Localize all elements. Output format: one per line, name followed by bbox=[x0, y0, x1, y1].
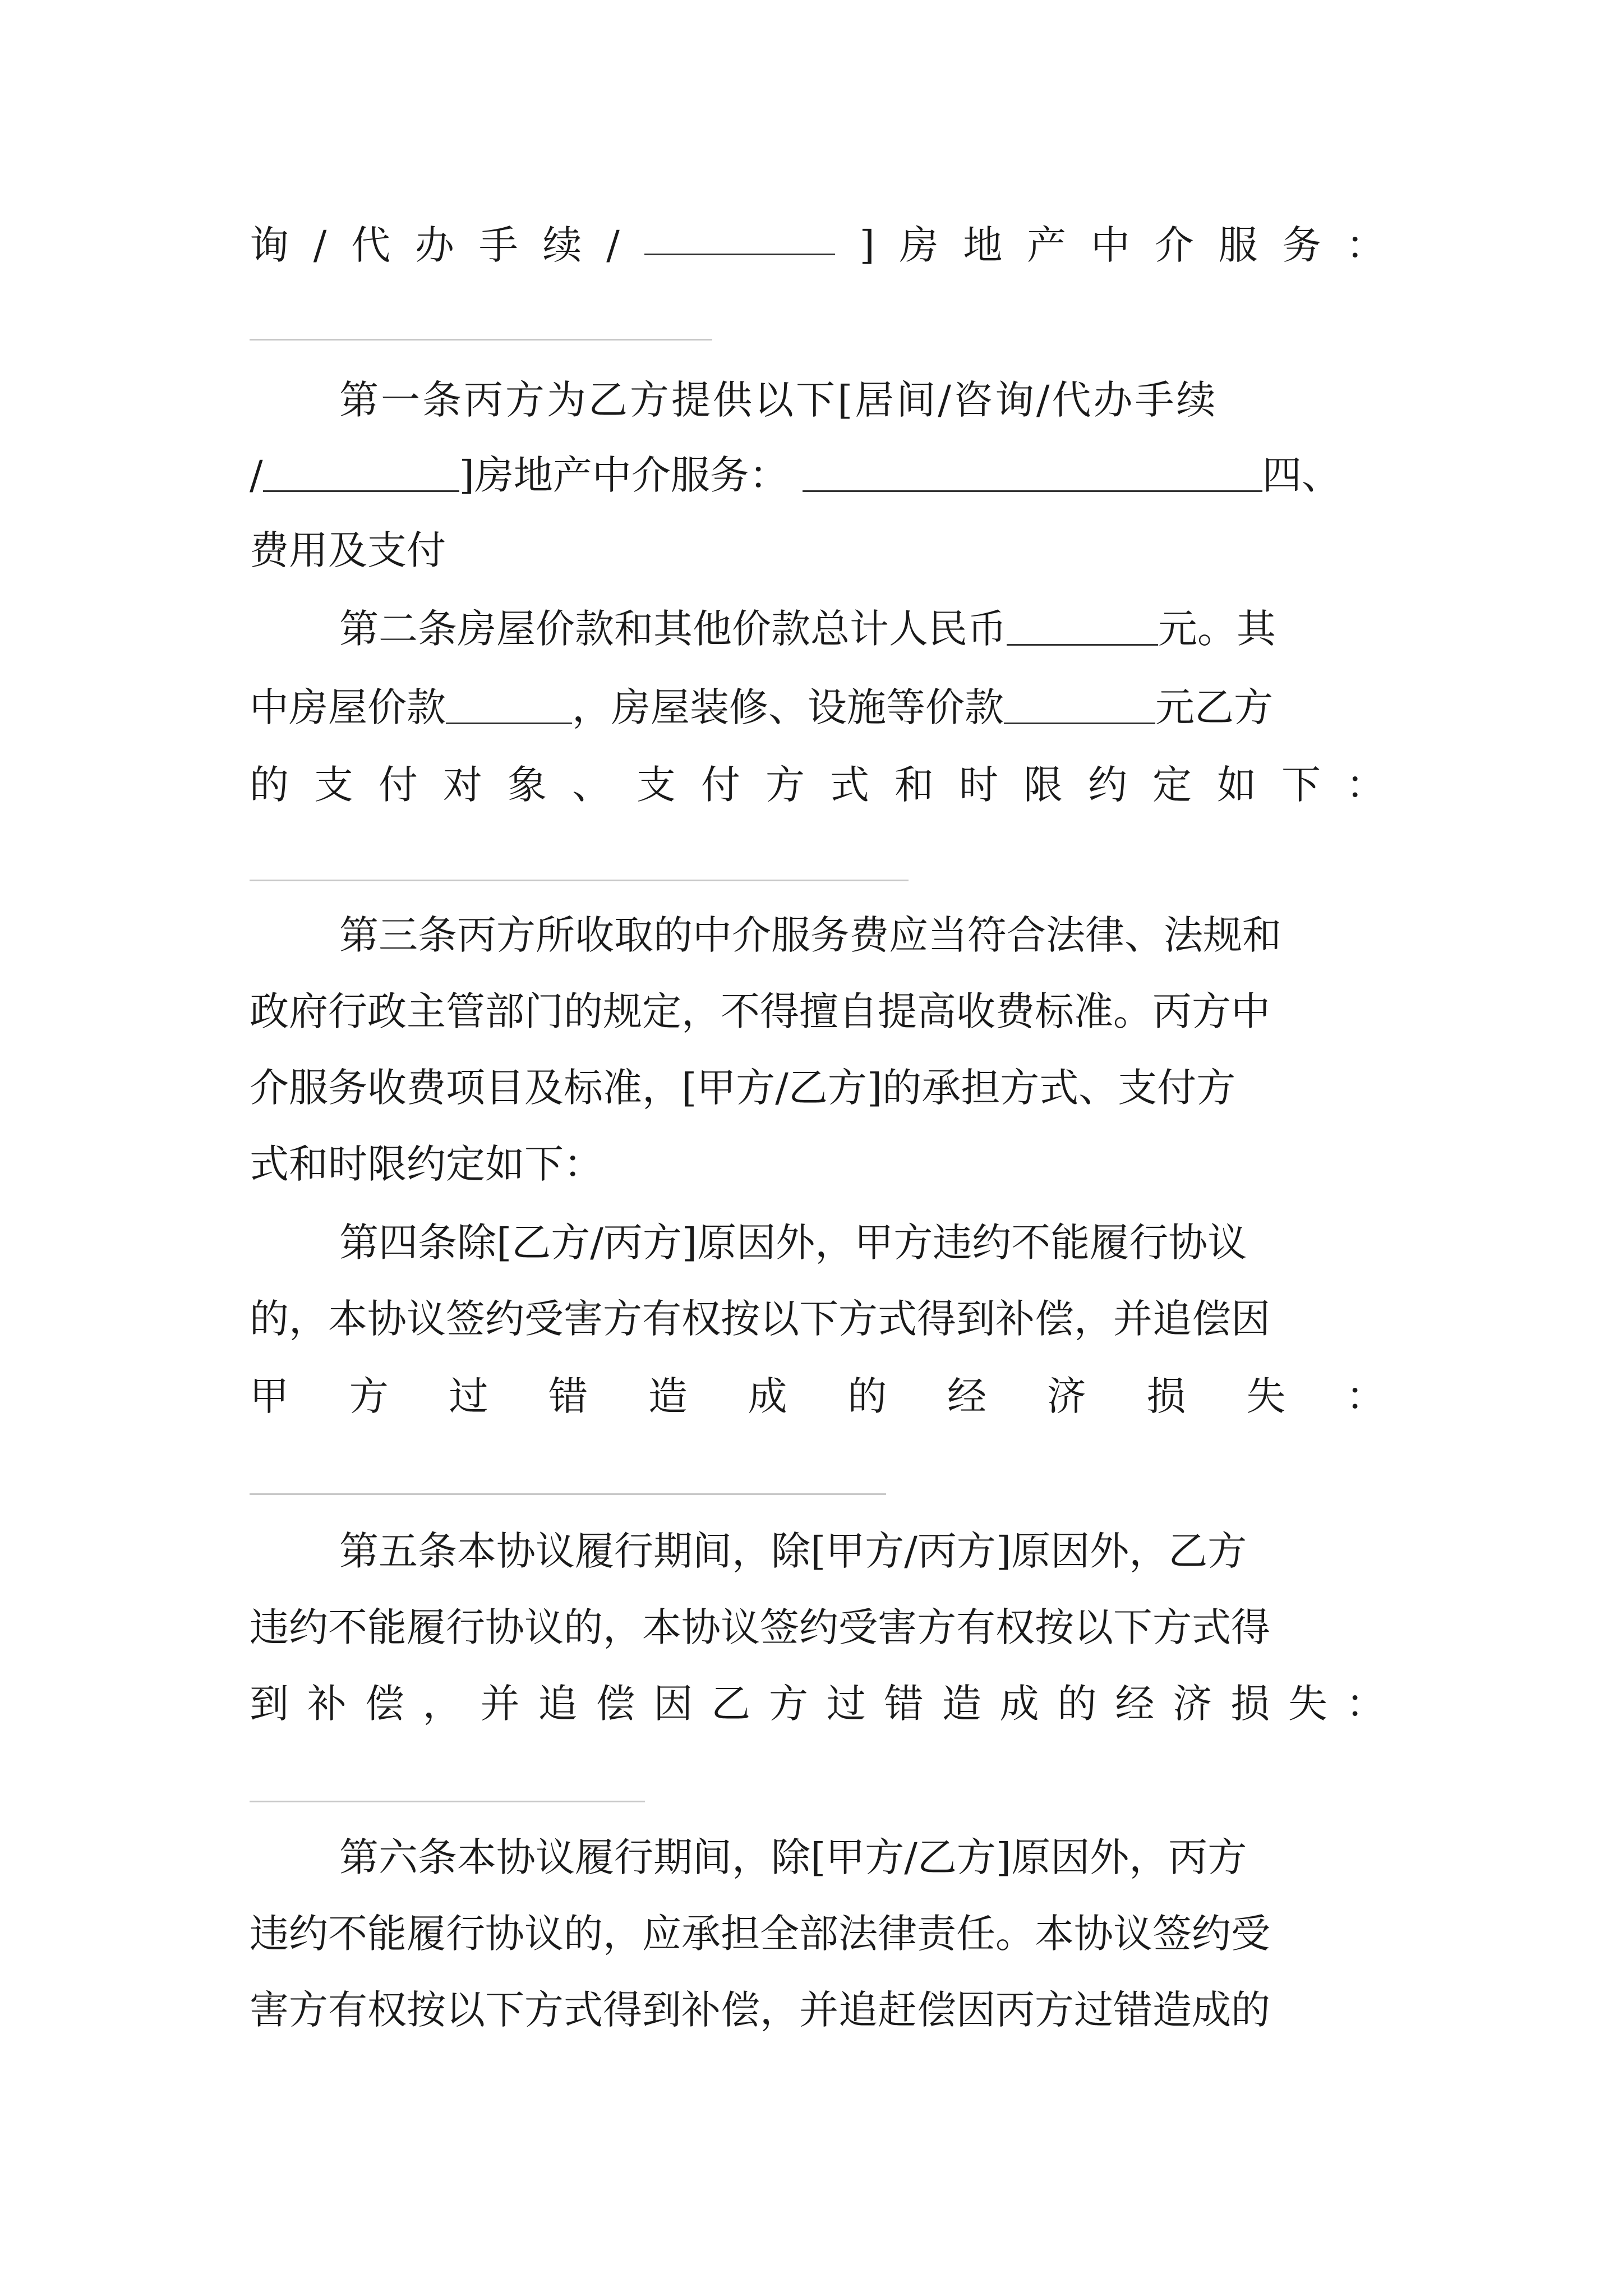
glyph: 对 bbox=[443, 762, 482, 808]
glyph: 中 bbox=[1090, 222, 1130, 268]
article-3-line-4: 式和时限约定如下： bbox=[250, 1141, 603, 1187]
glyph: 房 bbox=[899, 222, 939, 268]
glyph: 介 bbox=[1154, 222, 1194, 268]
fill-in-blank bbox=[803, 451, 1262, 492]
article-1-line-2 bbox=[250, 444, 1385, 506]
document-page bbox=[250, 0, 1385, 2296]
glyph: 代 bbox=[351, 222, 391, 268]
article-5-line-3 bbox=[250, 1673, 1385, 1734]
article-2-text: 第二条房屋价款和其他价款总计人民币 bbox=[339, 606, 1007, 652]
glyph: 成 bbox=[748, 1373, 787, 1419]
glyph: 如 bbox=[1217, 762, 1256, 808]
glyph: 过 bbox=[449, 1373, 488, 1419]
glyph: 付 bbox=[379, 762, 418, 808]
glyph: ， bbox=[422, 1681, 462, 1727]
glyph: 支 bbox=[637, 762, 676, 808]
article-2-text-end: 元。其 bbox=[1158, 606, 1276, 652]
glyph: 偿 bbox=[365, 1681, 404, 1727]
glyph: 和 bbox=[895, 762, 934, 808]
glyph: 定 bbox=[1152, 762, 1192, 808]
article-4-line-1: 第四条除[乙方/丙方]原因外，甲方违约不能履行协议 bbox=[339, 1220, 1247, 1266]
glyph: 限 bbox=[1023, 762, 1063, 808]
glyph: 甲 bbox=[250, 1373, 289, 1419]
article-3-line-2: 政府行政主管部门的规定，不得擅自提高收费标准。丙方中 bbox=[250, 988, 1270, 1034]
fill-in-rule bbox=[250, 880, 909, 881]
article-2-text: ，房屋装修、设施等价款 bbox=[572, 684, 1004, 730]
glyph: 错 bbox=[884, 1681, 924, 1727]
article-1-line-1: 第一条丙方为乙方提供以下[居间/咨询/代办手续 bbox=[339, 377, 1218, 423]
section-4-heading-start: 四、 bbox=[1262, 452, 1341, 498]
glyph: 方 bbox=[349, 1373, 389, 1419]
glyph: 的 bbox=[847, 1373, 887, 1419]
glyph: 过 bbox=[826, 1681, 866, 1727]
article-6-line-2: 违约不能履行协议的，应承担全部法律责任。本协议签约受 bbox=[250, 1911, 1270, 1957]
glyph: 务 bbox=[1282, 222, 1322, 268]
glyph: 的 bbox=[1057, 1681, 1097, 1727]
glyph bbox=[644, 214, 835, 255]
fill-in-blank bbox=[263, 451, 459, 492]
fill-in-blank bbox=[1007, 605, 1158, 646]
glyph: 错 bbox=[548, 1373, 588, 1419]
glyph: 询 bbox=[250, 222, 289, 268]
glyph: 济 bbox=[1046, 1373, 1086, 1419]
glyph: 造 bbox=[942, 1681, 981, 1727]
fill-in-rule bbox=[250, 1801, 645, 1802]
glyph: 支 bbox=[314, 762, 353, 808]
article-5-line-1: 第五条本协议履行期间，除[甲方/丙方]原因外，乙方 bbox=[339, 1528, 1247, 1574]
glyph: 方 bbox=[769, 1681, 809, 1727]
glyph: 付 bbox=[701, 762, 740, 808]
glyph: ： bbox=[1345, 1373, 1385, 1419]
glyph: 损 bbox=[1230, 1681, 1270, 1727]
article-1-slash: / bbox=[250, 452, 263, 498]
glyph: 追 bbox=[538, 1681, 578, 1727]
fill-in-rule bbox=[250, 1493, 886, 1495]
article-2-line-3 bbox=[250, 754, 1385, 816]
glyph: ： bbox=[1346, 762, 1385, 808]
glyph: 地 bbox=[963, 222, 1003, 268]
glyph: 手 bbox=[478, 222, 518, 268]
article-1-service-label: ]房地产中介服务： bbox=[459, 452, 789, 498]
glyph: 方 bbox=[766, 762, 805, 808]
article-4-line-2: 的，本协议签约受害方有权按以下方式得到补偿，并追偿因 bbox=[250, 1296, 1270, 1342]
glyph: 济 bbox=[1173, 1681, 1212, 1727]
glyph: 象 bbox=[508, 762, 547, 808]
glyph: 、 bbox=[572, 762, 611, 808]
glyph: 时 bbox=[959, 762, 998, 808]
glyph: 约 bbox=[1088, 762, 1127, 808]
glyph: 服 bbox=[1218, 222, 1258, 268]
article-2-line-2 bbox=[250, 677, 1385, 738]
glyph: 造 bbox=[648, 1373, 688, 1419]
glyph: 成 bbox=[999, 1681, 1039, 1727]
glyph: 到 bbox=[250, 1681, 289, 1727]
glyph: 产 bbox=[1027, 222, 1067, 268]
line-continuation bbox=[250, 214, 1385, 276]
glyph: ： bbox=[1346, 222, 1385, 268]
article-4-line-3 bbox=[250, 1365, 1385, 1427]
glyph: 下 bbox=[1281, 762, 1321, 808]
article-6-line-3: 害方有权按以下方式得到补偿，并追赶偿因丙方过错造成的 bbox=[250, 1987, 1270, 2033]
article-2-text: 中房屋价款 bbox=[250, 684, 446, 730]
glyph: 的 bbox=[250, 762, 289, 808]
glyph: 并 bbox=[480, 1681, 520, 1727]
glyph: 办 bbox=[414, 222, 454, 268]
glyph: 式 bbox=[830, 762, 869, 808]
glyph: 偿 bbox=[596, 1681, 635, 1727]
glyph: / bbox=[313, 222, 327, 268]
glyph: 损 bbox=[1146, 1373, 1186, 1419]
fill-in-blank bbox=[1004, 683, 1155, 724]
fill-in-blank bbox=[446, 683, 572, 724]
glyph: 乙 bbox=[711, 1681, 751, 1727]
glyph: 经 bbox=[1115, 1681, 1155, 1727]
fill-in-rule bbox=[250, 339, 712, 341]
glyph: ] bbox=[859, 222, 875, 268]
glyph: 经 bbox=[947, 1373, 987, 1419]
article-3-line-1: 第三条丙方所收取的中介服务费应当符合法律、法规和 bbox=[339, 912, 1281, 958]
article-3-line-3: 介服务收费项目及标准，[甲方/乙方]的承担方式、支付方 bbox=[250, 1065, 1236, 1111]
glyph: / bbox=[606, 222, 620, 268]
glyph: 失 bbox=[1288, 1681, 1328, 1727]
glyph: 续 bbox=[542, 222, 582, 268]
article-6-line-1: 第六条本协议履行期间，除[甲方/乙方]原因外，丙方 bbox=[339, 1834, 1247, 1880]
glyph: 失 bbox=[1246, 1373, 1286, 1419]
article-2-line-1 bbox=[250, 598, 1385, 660]
glyph: 因 bbox=[653, 1681, 693, 1727]
glyph: 补 bbox=[307, 1681, 347, 1727]
article-2-text-end: 元乙方 bbox=[1155, 684, 1273, 730]
section-4-heading-end: 费用及支付 bbox=[250, 527, 446, 573]
glyph: ： bbox=[1345, 1681, 1385, 1727]
article-5-line-2: 违约不能履行协议的，本协议签约受害方有权按以下方式得 bbox=[250, 1604, 1270, 1650]
